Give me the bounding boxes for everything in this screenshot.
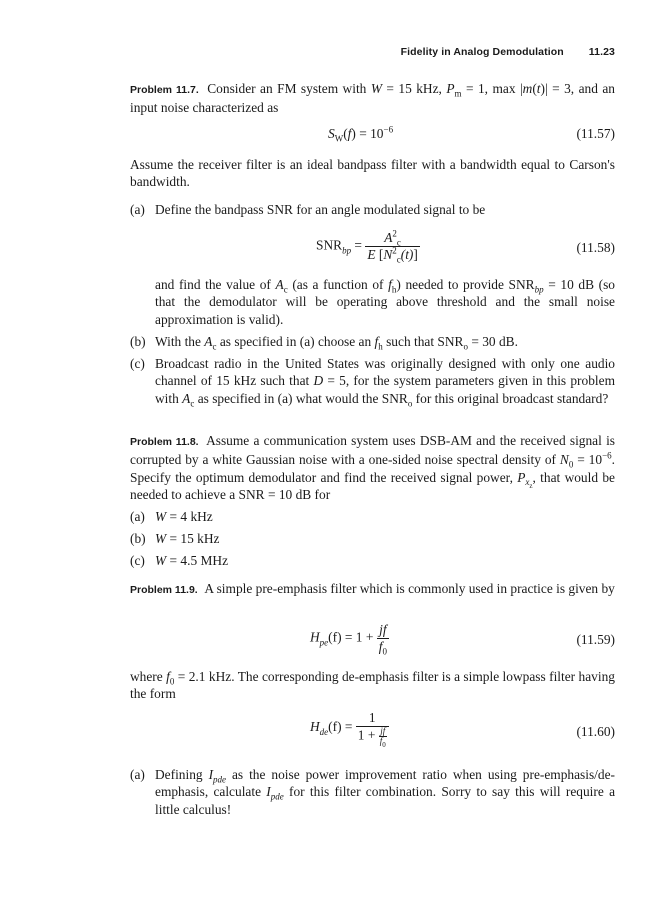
text: = 10: [573, 452, 603, 468]
text: as specified in (a) what would the SNR: [194, 390, 408, 406]
problem-label: Problem 11.8.: [130, 436, 199, 448]
sub: 0: [382, 740, 386, 749]
sub: c: [396, 254, 401, 265]
problem-11-7-part-c: [130, 355, 615, 407]
sub: pde: [270, 792, 284, 803]
equation-number: (11.60): [576, 724, 615, 739]
numerator: [365, 230, 420, 247]
equation-expression: [328, 126, 393, 142]
var: (t): [400, 247, 414, 262]
var: jf: [380, 726, 386, 736]
text: Assume a communication system uses DSB-AM and the received signal is corrupted by a white Gaussian noise with a one-sided noise spectral density of: [130, 433, 616, 468]
text: as the noise power improvement ratio when using pre-emphasis/de-emphasis, calculate: [155, 767, 616, 800]
sub: W: [334, 133, 344, 144]
var: W: [155, 531, 167, 546]
var: D: [313, 373, 324, 389]
part-text: [155, 355, 615, 407]
text: ) = 10: [351, 126, 384, 141]
text: = 30 dB.: [467, 334, 518, 349]
var: x: [525, 477, 530, 488]
sub: m: [454, 88, 462, 99]
problem-11-7-part-b: [130, 333, 615, 350]
text: = 10 dB (so that the demodulator will be operating above threshold and the small noise approximation is valid).: [155, 277, 616, 327]
var: A: [384, 230, 393, 245]
text: 1 +: [357, 727, 379, 743]
part-text: Define the bandpass SNR for an angle modulated signal to be: [155, 202, 486, 217]
var: t: [536, 81, 541, 96]
var: W: [370, 81, 382, 96]
text: . Specify the optimum demodulator and find the received signal power,: [130, 452, 616, 485]
problem-11-8-part-b: [130, 530, 615, 547]
text: = 2.1 kHz. The corresponding de-emphasis filter is a simple lowpass filter having the form: [130, 669, 615, 702]
part-label: (a): [130, 767, 145, 782]
part-label: (c): [130, 553, 145, 568]
part-label: (c): [130, 356, 145, 371]
var: W: [155, 553, 167, 568]
var: S: [328, 126, 335, 141]
sup: −6: [383, 124, 394, 135]
var: P: [517, 469, 526, 485]
part-text: [155, 276, 615, 328]
part-text: [155, 530, 615, 547]
numerator: 1: [356, 710, 389, 727]
text: (f) =: [328, 719, 356, 735]
part-label: (a): [130, 202, 145, 217]
var: f: [166, 669, 170, 684]
text: = 15 kHz: [166, 531, 220, 546]
equation-11-58: [130, 226, 615, 274]
text: as specified in (a) choose an: [216, 334, 375, 349]
sub: h: [391, 284, 397, 295]
problem-11-7-part-a: [130, 201, 615, 218]
var: P: [446, 81, 455, 96]
sub: h: [378, 341, 383, 352]
var: I: [266, 784, 271, 800]
equation-11-59: [130, 620, 615, 660]
var: jf: [379, 622, 387, 637]
text: Defining: [155, 767, 209, 782]
text: such that SNR: [382, 334, 464, 349]
inner-fraction: [379, 726, 387, 749]
where-text: [130, 668, 615, 703]
var: A: [182, 390, 191, 406]
var: I: [208, 767, 214, 782]
text: for this original broadcast standard?: [412, 390, 609, 406]
part-label: (b): [130, 531, 146, 546]
text: (f) = 1 +: [328, 629, 377, 645]
sub: c: [283, 284, 288, 295]
sub: 0: [568, 460, 574, 471]
problem-11-8-part-c: [130, 552, 615, 569]
part-text: [155, 333, 615, 350]
text: = 1, max |: [461, 81, 523, 96]
inner-denominator: [379, 736, 387, 749]
part-text: [155, 508, 615, 525]
denominator: E $[N^2_c(t)]$: [367, 245, 418, 265]
snr-fraction: [365, 230, 420, 263]
equation-expression: [310, 710, 389, 749]
sub: c: [190, 398, 195, 409]
pre-emphasis-fraction: [377, 622, 389, 655]
sub: 0: [169, 676, 175, 687]
denominator: [356, 726, 389, 749]
sub: pde: [213, 774, 227, 785]
text: )| = 3, and an input noise characterized as: [130, 81, 615, 116]
text: (: [343, 126, 348, 141]
text: where: [130, 669, 167, 684]
problem-11-9-part-a: [130, 766, 615, 818]
sub: c: [396, 237, 401, 248]
text: With the: [155, 334, 205, 349]
text: = 4 kHz: [166, 509, 213, 524]
var: E: [367, 247, 376, 262]
var: N: [383, 247, 393, 262]
sup: 2: [392, 245, 397, 256]
equation-11-60: [130, 708, 615, 756]
var: A: [204, 334, 213, 349]
sub: [525, 477, 533, 491]
text: , that would be needed to achieve a SNR = 10 dB for: [130, 469, 615, 503]
text: (as a function of: [287, 277, 389, 292]
sub: o: [407, 398, 413, 409]
equation-number: (11.59): [576, 632, 615, 647]
var: f: [374, 334, 379, 349]
problem-11-8-part-a: [130, 508, 615, 525]
page-number: 11.23: [588, 46, 615, 58]
text: (: [532, 81, 537, 96]
var: N: [559, 452, 569, 468]
sub: o: [463, 341, 468, 352]
text: = 15 kHz,: [381, 81, 447, 96]
equation-expression: [310, 622, 389, 655]
text: = 5, for the system parameters given in this problem with: [155, 373, 615, 406]
var: f: [379, 736, 383, 746]
problem-label: Problem 11.9.: [130, 584, 198, 596]
text: Consider an FM system with: [207, 81, 371, 96]
de-emphasis-fraction: [356, 710, 389, 749]
var: f: [388, 277, 392, 292]
numerator: [377, 622, 389, 639]
problem-11-7-part-a-continued: [130, 276, 615, 328]
text: for this filter combination. Sorry to say this will require a little calculus!: [155, 784, 616, 817]
sub: de: [319, 726, 329, 737]
problem-11-8-intro: [130, 432, 615, 504]
part-text: [155, 552, 615, 569]
text: A simple pre-emphasis filter which is commonly used in practice is given by: [204, 581, 615, 596]
running-header: [130, 46, 615, 58]
sub: c: [212, 341, 217, 352]
sub: pe: [319, 637, 329, 648]
var: H: [310, 719, 320, 735]
var: f: [347, 126, 352, 141]
text: =: [351, 237, 366, 253]
equation-number: (11.58): [576, 240, 615, 255]
var: W: [155, 509, 167, 524]
sub: bp: [342, 245, 352, 256]
assumption-text: Assume the receiver filter is an ideal bandpass filter with a bandwidth equal to Carson's bandwidth.: [130, 157, 615, 190]
denominator: [377, 639, 389, 655]
sub: bp: [534, 284, 544, 295]
text: and find the value of: [155, 277, 276, 292]
equation-number: (11.57): [576, 126, 615, 141]
subsub: z: [529, 482, 533, 491]
var: A: [275, 277, 284, 292]
sup: 2: [392, 228, 397, 239]
part-label: (a): [130, 509, 145, 524]
text: SNR: [316, 237, 343, 253]
chapter-title: Fidelity in Analog Demodulation: [400, 46, 564, 58]
part-label: (b): [130, 334, 146, 349]
text: Broadcast radio in the United States was originally designed with only one audio channel of 15 kHz such that: [155, 356, 615, 389]
text: ) needed to provide SNR: [396, 277, 535, 292]
text: = 4.5 MHz: [166, 553, 229, 568]
var: m: [522, 81, 533, 96]
sup: −6: [602, 450, 612, 461]
sub: 0: [382, 646, 387, 657]
problem-11-7-intro: [130, 80, 615, 117]
part-text: [155, 766, 615, 818]
var: H: [310, 629, 320, 645]
problem-label: Problem 11.7.: [130, 84, 199, 96]
equation-expression: [316, 230, 420, 263]
problem-11-9-intro: [130, 580, 615, 599]
var: f: [378, 639, 383, 654]
